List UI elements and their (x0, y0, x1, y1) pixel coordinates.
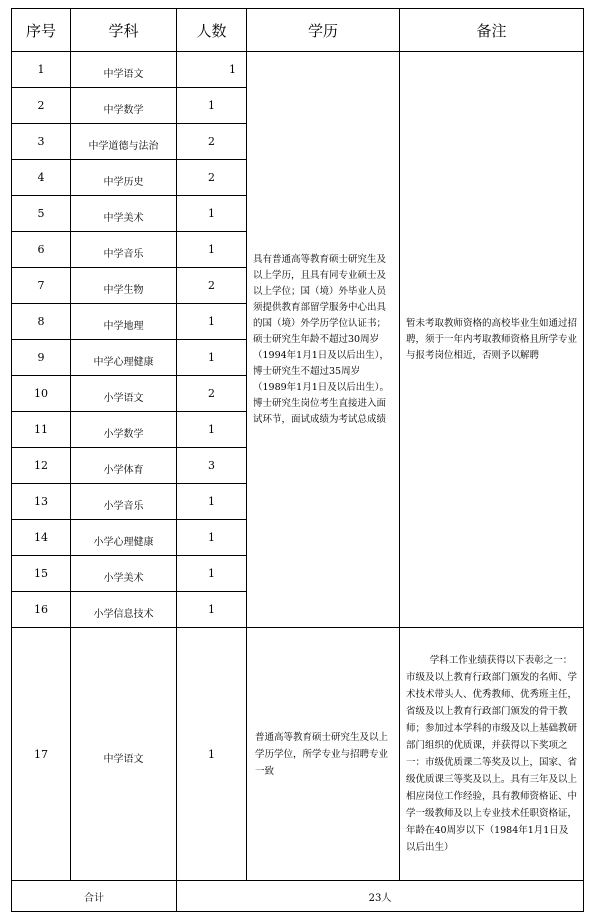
row-subject: 中学心理健康 (71, 340, 177, 376)
total-label: 合计 (12, 881, 177, 912)
row-number: 9 (12, 340, 71, 376)
header-education: 学历 (247, 9, 400, 52)
row-count: 1 (177, 52, 247, 88)
row-subject: 小学音乐 (71, 484, 177, 520)
remark-text-17: 学科工作业绩获得以下表彰之一：市级及以上教育行政部门颁发的名师、学术技术带头人、优秀教师、优秀班主任，省级及以上教育行政部门颁发的骨干教师；参加过本学科的市级及以上基础教研部门组织的优质课，并获得以下奖项之一：市级优质课二等奖及以上，国家、省级优质课三等奖及以上。具有三年及以上相应岗位工作经验，具有教师资格证、中学一级教师及以上专业技术任职资格证，年龄在40周岁以下（1984年1月1日及以后出生） (406, 655, 578, 853)
education-requirement: 具有普通高等教育硕士研究生及以上学历，且具有同专业硕士及以上学位；国（境）外毕业人员须提供教育部留学服务中心出具的国（境）外学历学位认证书；硕士研究生年龄不超过30周岁（1994年1月1日及以后出生），博士研究生不超过35周岁（1989年1月1日及以后出生）。博士研究生岗位考生直接进入面试环节，面试成绩为考试总成绩 (247, 52, 400, 628)
row-subject: 小学体育 (71, 448, 177, 484)
row-subject: 小学美术 (71, 556, 177, 592)
remark-note-17 (400, 628, 584, 881)
row-count: 2 (177, 376, 247, 412)
row-number: 13 (12, 484, 71, 520)
row-subject: 中学历史 (71, 160, 177, 196)
row-number: 15 (12, 556, 71, 592)
row-number: 8 (12, 304, 71, 340)
row-count: 2 (177, 160, 247, 196)
row-number: 12 (12, 448, 71, 484)
row-count: 1 (177, 484, 247, 520)
row-number: 16 (12, 592, 71, 628)
row-count: 2 (177, 124, 247, 160)
row-number: 3 (12, 124, 71, 160)
row-subject: 中学数学 (71, 88, 177, 124)
total-value: 23人 (177, 881, 584, 912)
row-subject: 中学音乐 (71, 232, 177, 268)
header-remark: 备注 (400, 9, 584, 52)
row-count: 1 (177, 88, 247, 124)
remark-note: 暂未考取教师资格的高校毕业生如通过招聘，须于一年内考取教师资格且所学专业与报考岗位相近，否则予以解聘 (400, 52, 584, 628)
row-subject: 中学地理 (71, 304, 177, 340)
row-number: 2 (12, 88, 71, 124)
row-number: 10 (12, 376, 71, 412)
header-row (12, 9, 584, 52)
row-subject: 中学生物 (71, 268, 177, 304)
table-row-17 (12, 628, 584, 881)
row-count: 1 (177, 196, 247, 232)
row-number: 4 (12, 160, 71, 196)
row-count: 1 (177, 232, 247, 268)
total-row (12, 881, 584, 912)
row-subject: 小学语文 (71, 376, 177, 412)
row-subject: 中学道德与法治 (71, 124, 177, 160)
education-requirement-17: 普通高等教育硕士研究生及以上学历学位，所学专业与招聘专业一致 (247, 628, 400, 881)
row-number: 5 (12, 196, 71, 232)
row-count: 1 (177, 592, 247, 628)
row-number: 1 (12, 52, 71, 88)
row-subject: 中学语文 (71, 628, 177, 881)
row-subject: 小学数学 (71, 412, 177, 448)
row-subject: 小学信息技术 (71, 592, 177, 628)
header-seq: 序号 (12, 9, 71, 52)
row-number: 7 (12, 268, 71, 304)
header-subject: 学科 (71, 9, 177, 52)
row-number: 14 (12, 520, 71, 556)
row-subject: 中学美术 (71, 196, 177, 232)
row-count: 1 (177, 556, 247, 592)
row-number: 11 (12, 412, 71, 448)
recruitment-table (11, 8, 584, 912)
row-subject: 小学心理健康 (71, 520, 177, 556)
table-row (12, 52, 584, 88)
row-number: 17 (12, 628, 71, 881)
row-count: 1 (177, 304, 247, 340)
row-number: 6 (12, 232, 71, 268)
row-count: 3 (177, 448, 247, 484)
row-count: 1 (177, 520, 247, 556)
row-count: 1 (177, 340, 247, 376)
row-count: 2 (177, 268, 247, 304)
row-count: 1 (177, 412, 247, 448)
row-count: 1 (177, 628, 247, 881)
header-count: 人数 (177, 9, 247, 52)
row-subject: 中学语文 (71, 52, 177, 88)
